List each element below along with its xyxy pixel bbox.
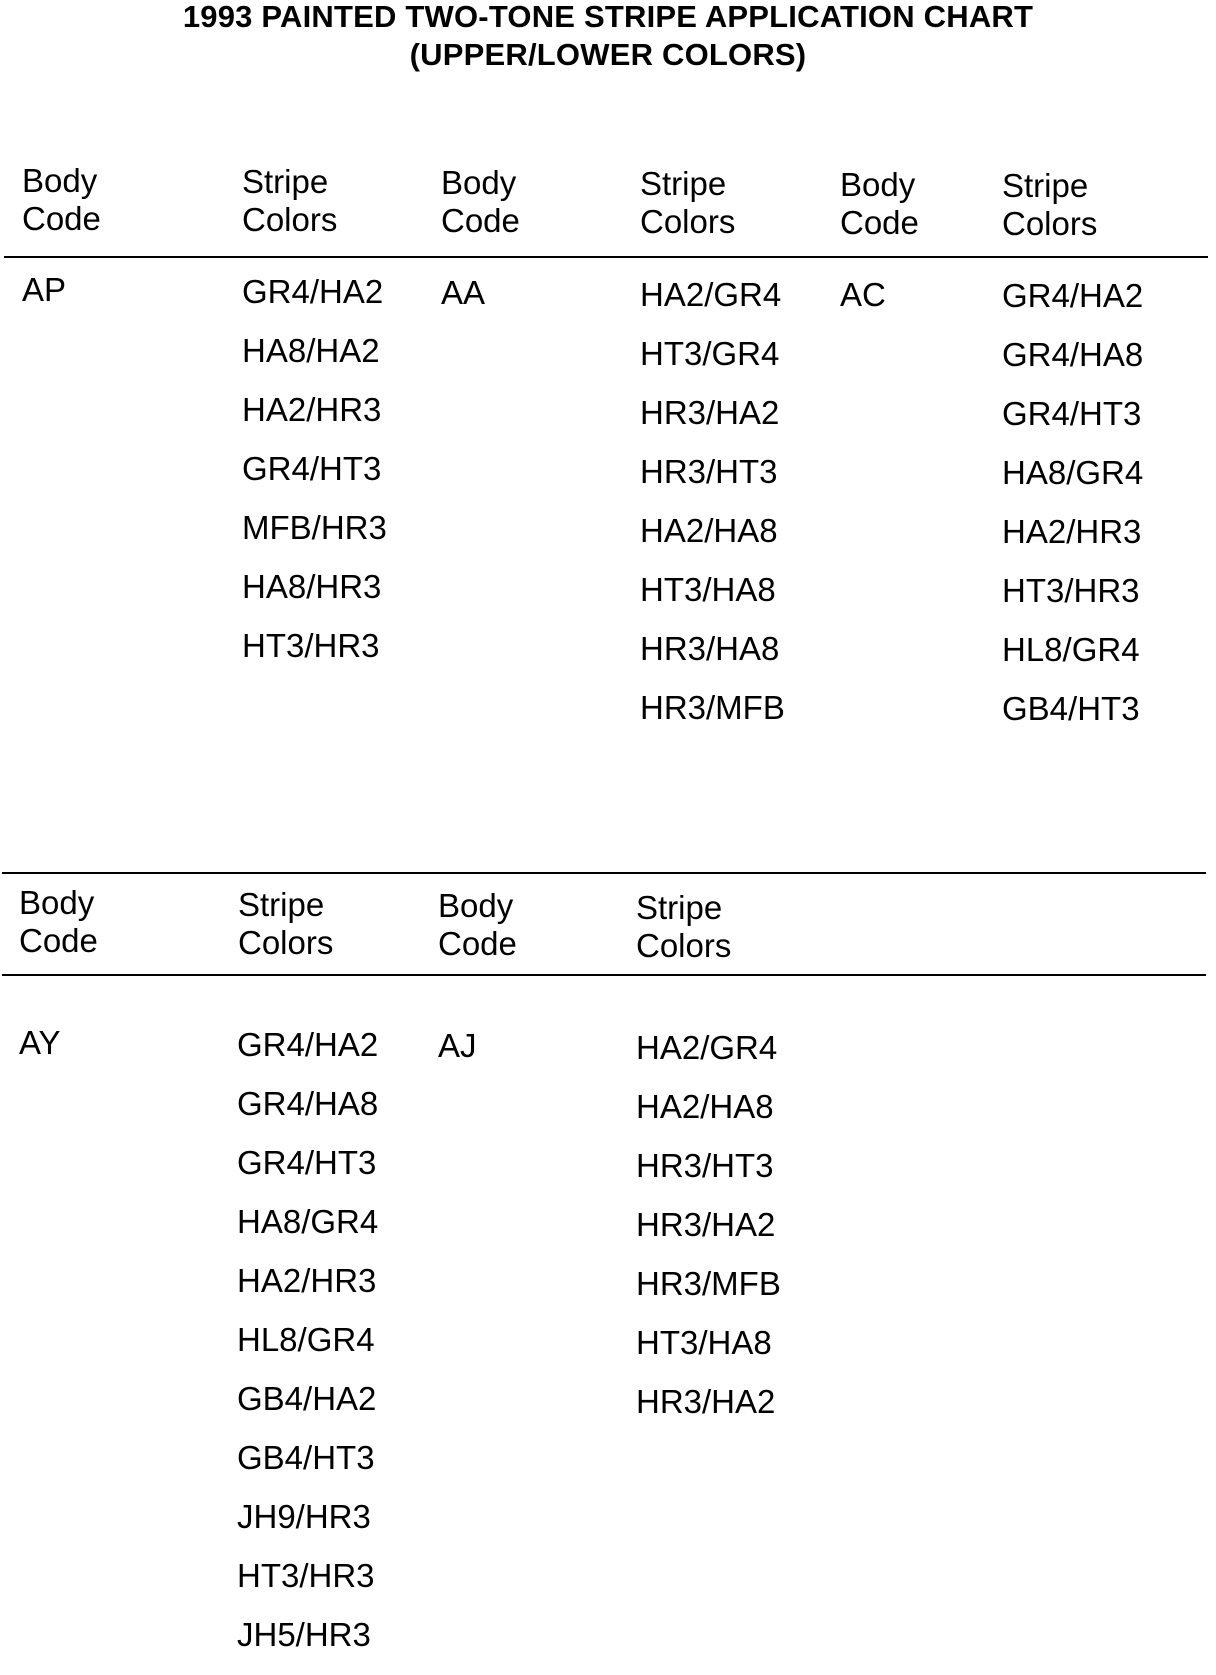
chart-subtitle: (UPPER/LOWER COLORS) xyxy=(409,37,807,72)
stripe-color-entry: HA2/HR3 xyxy=(1002,513,1142,550)
stripe-color-entry: HR3/HA2 xyxy=(636,1206,776,1243)
stripe-color-entry: HA8/HR3 xyxy=(242,568,382,605)
header-label: Body xyxy=(438,887,514,924)
stripe-color-entry: HA8/GR4 xyxy=(1002,454,1144,491)
table2-header-stripe-colors-2 xyxy=(636,889,731,965)
header-label: Colors xyxy=(1002,205,1098,242)
table2-stripe-list xyxy=(636,1029,781,1442)
table1-header-rule xyxy=(4,256,1208,258)
table2-top-rule xyxy=(2,872,1206,874)
table1-body-code: AP xyxy=(22,271,67,308)
table2-body-code: AY xyxy=(19,1024,61,1061)
stripe-color-entry: HR3/HA2 xyxy=(636,1383,776,1420)
stripe-color-entry: HR3/HT3 xyxy=(636,1147,774,1184)
table2-stripe-list xyxy=(237,1026,378,1675)
stripe-color-entry: HT3/GR4 xyxy=(640,335,780,372)
header-label: Code xyxy=(441,202,520,239)
header-label: Stripe xyxy=(238,886,325,923)
table2-header-stripe-colors-1 xyxy=(238,886,333,962)
stripe-color-entry: GR4/HT3 xyxy=(242,450,382,487)
stripe-color-entry: GB4/HA2 xyxy=(237,1380,377,1417)
stripe-color-entry: HA2/HA8 xyxy=(640,512,778,549)
header-label: Colors xyxy=(640,203,736,240)
header-label: Colors xyxy=(242,201,338,238)
stripe-color-entry: HT3/HA8 xyxy=(636,1324,772,1361)
stripe-color-entry: MFB/HR3 xyxy=(242,509,387,546)
header-label: Stripe xyxy=(636,889,723,926)
stripe-color-entry: JH9/HR3 xyxy=(237,1498,371,1535)
header-label: Body xyxy=(19,884,95,921)
chart-title: 1993 PAINTED TWO-TONE STRIPE APPLICATION CHART xyxy=(182,0,1034,34)
stripe-color-entry: HA8/GR4 xyxy=(237,1203,379,1240)
stripe-color-entry: GR4/HA8 xyxy=(1002,336,1144,373)
header-label: Code xyxy=(22,200,101,237)
header-label: Code xyxy=(438,925,517,962)
stripe-color-entry: GB4/HT3 xyxy=(1002,690,1140,727)
table1-body-code: AA xyxy=(441,274,486,311)
table1-stripe-list xyxy=(242,273,387,686)
stripe-color-entry: HA8/HA2 xyxy=(242,332,380,369)
table1-header-stripe-colors-1 xyxy=(242,163,337,239)
stripe-color-entry: HR3/HA8 xyxy=(640,630,780,667)
header-label: Body xyxy=(22,162,98,199)
stripe-color-entry: HA2/HR3 xyxy=(237,1262,377,1299)
stripe-color-entry: HT3/HR3 xyxy=(242,627,380,664)
stripe-color-entry: GR4/HA8 xyxy=(237,1085,379,1122)
stripe-color-entry: GR4/HA2 xyxy=(237,1026,379,1063)
table1-header-stripe-colors-3 xyxy=(1002,167,1097,243)
stripe-color-entry: HL8/GR4 xyxy=(1002,631,1140,668)
stripe-color-entry: HR3/HT3 xyxy=(640,453,778,490)
table2-header-body-code-1 xyxy=(19,884,98,960)
stripe-color-entry: GR4/HA2 xyxy=(1002,277,1144,314)
table1-stripe-list xyxy=(640,276,785,748)
stripe-color-entry: HR3/MFB xyxy=(636,1265,781,1302)
header-label: Colors xyxy=(636,927,732,964)
header-label: Stripe xyxy=(1002,167,1089,204)
table1-header-stripe-colors-2 xyxy=(640,165,735,241)
stripe-color-entry: JH5/HR3 xyxy=(237,1616,371,1653)
stripe-color-entry: HA2/GR4 xyxy=(636,1029,778,1066)
table1-header-body-code-2 xyxy=(441,164,520,240)
header-label: Stripe xyxy=(242,163,329,200)
stripe-color-entry: GB4/HT3 xyxy=(237,1439,375,1476)
table1-stripe-list xyxy=(1002,277,1143,749)
table2-body-code: AJ xyxy=(438,1027,477,1064)
header-label: Colors xyxy=(238,924,334,961)
stripe-color-entry: GR4/HA2 xyxy=(242,273,384,310)
stripe-color-entry: HT3/HA8 xyxy=(640,571,776,608)
stripe-color-entry: GR4/HT3 xyxy=(1002,395,1142,432)
stripe-color-entry: HR3/HA2 xyxy=(640,394,780,431)
stripe-color-entry: HT3/HR3 xyxy=(237,1557,375,1594)
stripe-color-entry: HA2/HR3 xyxy=(242,391,382,428)
table1-header-body-code-1 xyxy=(22,162,101,238)
stripe-color-entry: HT3/HR3 xyxy=(1002,572,1140,609)
stripe-color-entry: HA2/GR4 xyxy=(640,276,782,313)
table2-header-rule xyxy=(2,974,1206,976)
stripe-color-entry: GR4/HT3 xyxy=(237,1144,377,1181)
table2-header-body-code-2 xyxy=(438,887,517,963)
header-label: Body xyxy=(840,166,916,203)
header-label: Body xyxy=(441,164,517,201)
stripe-color-entry: HL8/GR4 xyxy=(237,1321,375,1358)
stripe-color-entry: HR3/MFB xyxy=(640,689,785,726)
header-label: Stripe xyxy=(640,165,727,202)
table1-header-body-code-3 xyxy=(840,166,919,242)
header-label: Code xyxy=(840,204,919,241)
header-label: Code xyxy=(19,922,98,959)
stripe-color-entry: HA2/HA8 xyxy=(636,1088,774,1125)
table1-body-code: AC xyxy=(840,276,886,313)
